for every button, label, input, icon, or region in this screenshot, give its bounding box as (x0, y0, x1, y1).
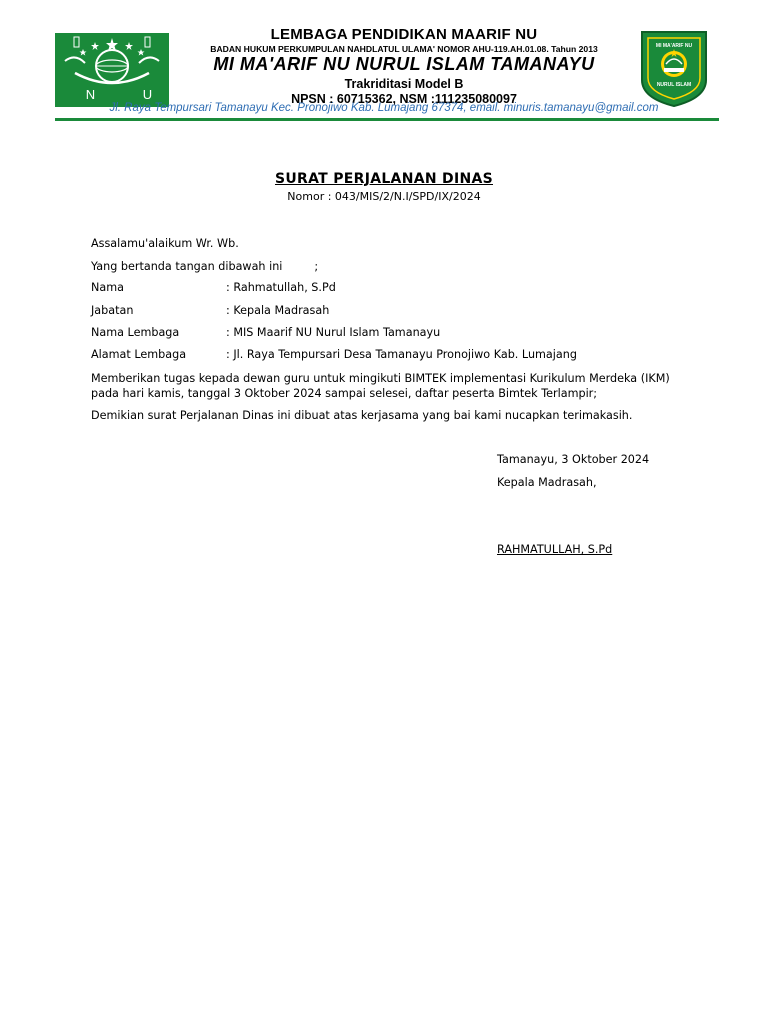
place-date: Tamanayu, 3 Oktober 2024 (497, 453, 650, 466)
school-address: Jl. Raya Tempursari Tamanayu Kec. Pronojiwo Kab. Lumajang 67374, email. minuris.tamanayu@gmail.com (109, 102, 659, 114)
field-value-institution: : MIS Maarif NU Nurul Islam Tamanayu (226, 326, 441, 339)
field-label-address: Alamat Lembaga (91, 348, 187, 361)
field-label-institution: Nama Lembaga (91, 326, 180, 339)
svg-text:NURUL ISLAM: NURUL ISLAM (656, 82, 692, 88)
npsn-nsm: NPSN : 60715362, NSM :111235080097 (291, 92, 517, 106)
field-value-position: : Kepala Madrasah (226, 304, 330, 317)
nu-logo (55, 33, 175, 107)
organization-name: LEMBAGA PENDIDIKAN MAARIF NU (270, 26, 538, 43)
document-number: Nomor : 043/MIS/2/N.I/SPD/IX/2024 (287, 190, 481, 203)
field-label-position: Jabatan (91, 304, 134, 317)
field-label-name: Nama (91, 281, 124, 294)
school-logo (636, 28, 712, 108)
nu-logo-letters: N U (85, 87, 175, 102)
signatory-name: RAHMATULLAH, S.Pd (497, 543, 613, 556)
assignment-line-2: pada hari kamis, tanggal 3 Oktober 2024 sampai selesei, daftar peserta Bimtek Terlampir; (91, 387, 598, 400)
svg-text:MI MA'ARIF NU: MI MA'ARIF NU (655, 43, 693, 49)
signatory-position: Kepala Madrasah, (497, 476, 597, 489)
field-value-address: : Jl. Raya Tempursari Desa Tamanayu Pronojiwo Kab. Lumajang (226, 348, 577, 361)
intro-line: Yang bertanda tangan dibawah ini ; (91, 260, 319, 273)
accreditation: Trakriditasi Model B (344, 77, 464, 91)
field-value-name: : Rahmatullah, S.Pd (226, 281, 336, 294)
legal-basis: BADAN HUKUM PERKUMPULAN NAHDLATUL ULAMA' NOMOR AHU-119.AH.01.08. Tahun 2013 (210, 44, 598, 54)
closing-paragraph: Demikian surat Perjalanan Dinas ini dibuat atas kerjasama yang bai kami nucapkan terimakasih. (91, 409, 633, 422)
document-title: SURAT PERJALANAN DINAS (274, 171, 493, 187)
header-divider (55, 118, 719, 121)
assignment-line-1: Memberikan tugas kepada dewan guru untuk mingikuti BIMTEK implementasi Kurikulum Merdeka (IKM) (91, 372, 670, 385)
greeting: Assalamu'alaikum Wr. Wb. (91, 237, 239, 250)
letterhead (170, 26, 638, 107)
school-name: MI MA'ARIF NU NURUL ISLAM TAMANAYU (213, 54, 595, 74)
